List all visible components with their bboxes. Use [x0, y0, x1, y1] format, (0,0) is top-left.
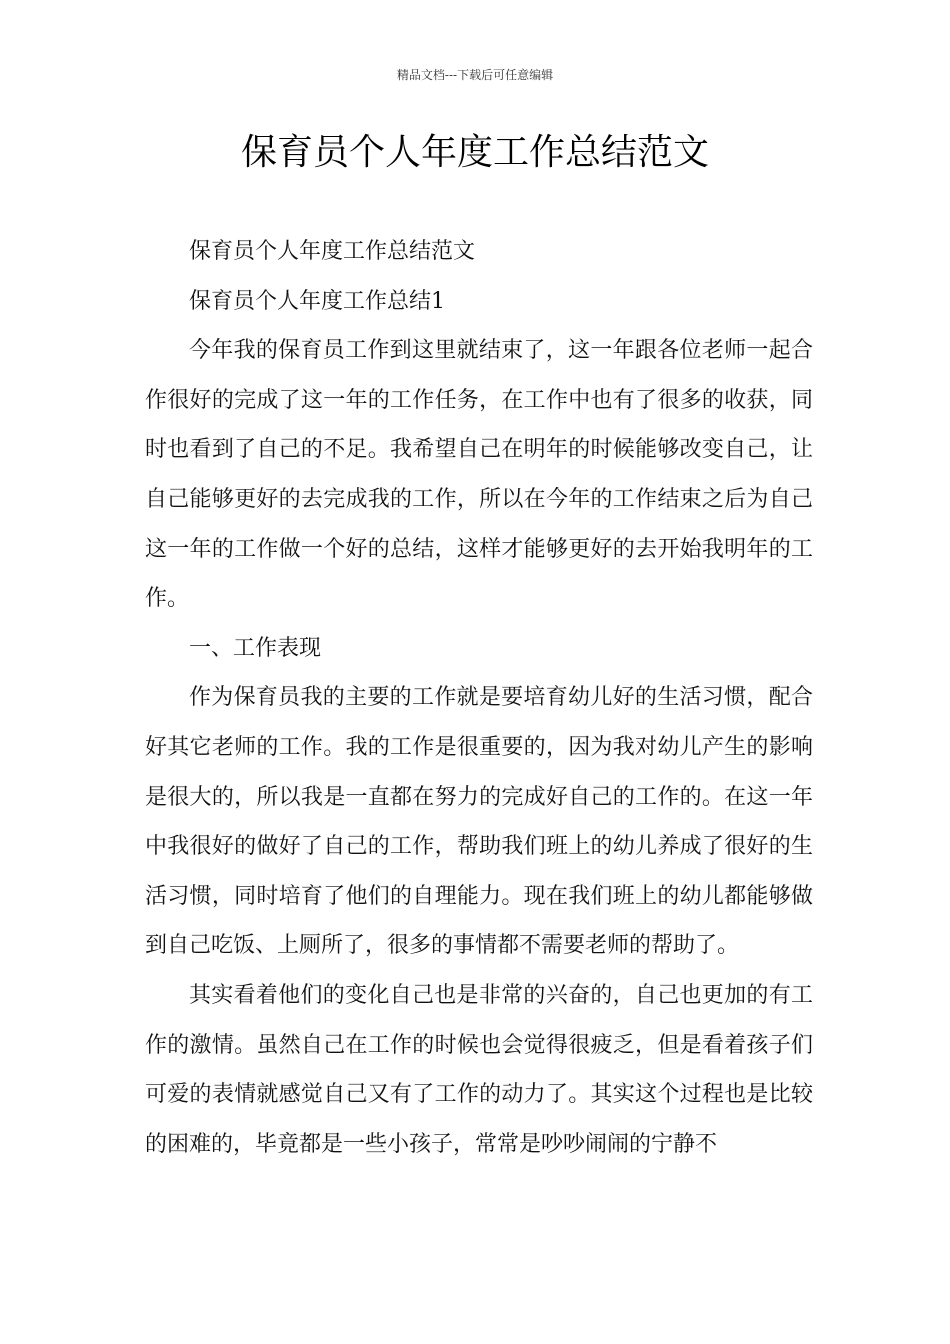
document-title: 保育员个人年度工作总结范文 [240, 132, 709, 173]
paragraph-doc-name: 保育员个人年度工作总结范文 [189, 239, 476, 264]
paragraph-work-duties: 作为保育员我的主要的工作就是要培育幼儿好的生活习惯，配合好其它老师的工作。我的工作是很重要的，因为我对幼儿产生的影响是很大的，所以我是一直都在努力的完成好自己的工作的。在这一年中我很好的做好了自己的工作，帮助我们班上的幼儿养成了很好的生活习惯，同时培育了他们的自理能力。现在我们班上的幼儿都能够做到自己吃饭、上厕所了，很多的事情都不需要老师的帮助了。 [145, 685, 813, 959]
paragraph-subtitle: 保育员个人年度工作总结1 [189, 288, 445, 314]
section-heading-work-performance: 一、工作表现 [189, 635, 322, 661]
paragraph-reflection: 其实看着他们的变化自己也是非常的兴奋的，自己也更加的有工作的激情。虽然自己在工作的时候也会觉得很疲乏，但是看着孩子们可爱的表情就感觉自己又有了工作的动力了。其实这个过程也是比较的困难的，毕竟都是一些小孩子，常常是吵吵闹闹的宁静不 [145, 982, 813, 1157]
document-body [145, 227, 813, 1169]
paragraph-intro: 今年我的保育员工作到这里就结束了，这一年跟各位老师一起合作很好的完成了这一年的工作任务，在工作中也有了很多的收获，同时也看到了自己的不足。我希望自己在明年的时候能够改变自己，让自己能够更好的去完成我的工作，所以在今年的工作结束之后为自己这一年的工作做一个好的总结，这样才能够更好的去开始我明年的工作。 [145, 338, 813, 612]
header-note: 精品文档---下载后可任意编辑 [396, 68, 554, 82]
